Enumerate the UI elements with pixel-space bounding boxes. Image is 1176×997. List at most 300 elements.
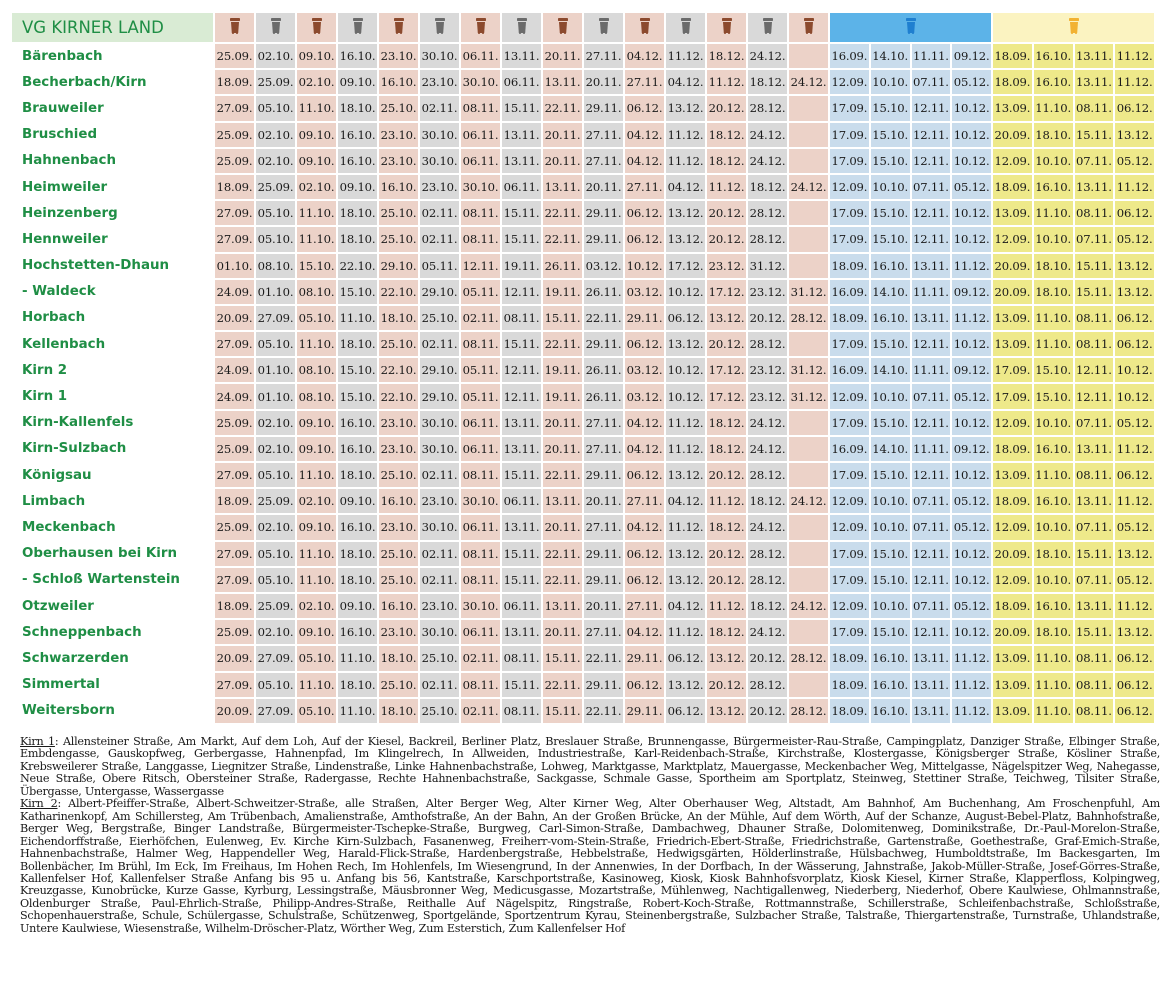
date-cell: 15.10. xyxy=(870,462,911,488)
date-cell: 15.10. xyxy=(337,357,378,383)
date-cell: 12.11. xyxy=(501,279,542,305)
date-cell: 17.09. xyxy=(992,357,1033,383)
date-cell: 08.11. xyxy=(460,226,501,252)
header-bin-cell xyxy=(337,12,378,43)
date-cell: 15.10. xyxy=(870,410,911,436)
date-cell: 22.11. xyxy=(542,226,583,252)
date-cell: 16.10. xyxy=(337,148,378,174)
date-cell: 18.12. xyxy=(706,410,747,436)
date-cell: 08.11. xyxy=(460,95,501,121)
date-cell: 20.09. xyxy=(992,541,1033,567)
date-cell: 04.12. xyxy=(665,174,706,200)
date-cell xyxy=(788,122,829,148)
date-cell: 06.12. xyxy=(665,698,706,724)
date-cell: 19.11. xyxy=(542,383,583,409)
date-cell: 18.09. xyxy=(829,645,870,671)
date-cell: 31.12. xyxy=(747,253,788,279)
date-cell: 18.10. xyxy=(337,541,378,567)
date-cell: 13.11. xyxy=(1074,43,1115,69)
date-cell: 10.12. xyxy=(951,95,992,121)
date-cell: 11.10. xyxy=(296,567,337,593)
date-cell: 05.11. xyxy=(460,357,501,383)
header-bin-cell xyxy=(296,12,337,43)
date-cell: 20.12. xyxy=(706,567,747,593)
date-cell: 04.12. xyxy=(624,43,665,69)
date-cell: 07.11. xyxy=(1074,148,1115,174)
date-cell: 27.11. xyxy=(624,488,665,514)
date-cell: 11.12. xyxy=(951,672,992,698)
date-cell: 30.10. xyxy=(419,410,460,436)
date-cell: 06.11. xyxy=(460,43,501,69)
table-row xyxy=(11,122,1155,148)
date-cell: 10.10. xyxy=(1033,410,1074,436)
table-row xyxy=(11,200,1155,226)
date-cell: 14.10. xyxy=(870,43,911,69)
date-cell: 17.09. xyxy=(829,331,870,357)
date-cell: 20.11. xyxy=(542,514,583,540)
date-cell: 05.12. xyxy=(1114,148,1155,174)
date-cell: 13.11. xyxy=(501,410,542,436)
date-cell: 11.12. xyxy=(665,148,706,174)
date-cell: 02.10. xyxy=(255,436,296,462)
date-cell: 13.09. xyxy=(992,698,1033,724)
date-cell: 16.10. xyxy=(870,305,911,331)
date-cell: 07.11. xyxy=(1074,410,1115,436)
header-bin-cell xyxy=(542,12,583,43)
date-cell: 17.09. xyxy=(829,122,870,148)
date-cell: 08.11. xyxy=(1074,672,1115,698)
date-cell: 18.09. xyxy=(992,593,1033,619)
date-cell: 26.11. xyxy=(583,383,624,409)
date-cell: 29.11. xyxy=(583,95,624,121)
date-cell: 09.10. xyxy=(296,410,337,436)
header-yellow-cell xyxy=(992,12,1155,43)
date-cell: 14.10. xyxy=(870,279,911,305)
date-cell: 23.10. xyxy=(378,514,419,540)
date-cell: 12.09. xyxy=(829,383,870,409)
location-name: Weitersborn xyxy=(11,698,214,724)
date-cell: 08.11. xyxy=(1074,331,1115,357)
date-cell: 06.12. xyxy=(624,462,665,488)
date-cell: 06.12. xyxy=(1114,95,1155,121)
date-cell: 06.12. xyxy=(1114,331,1155,357)
date-cell: 17.12. xyxy=(665,253,706,279)
location-name: Simmertal xyxy=(11,672,214,698)
date-cell: 12.11. xyxy=(911,462,952,488)
date-cell: 18.10. xyxy=(337,226,378,252)
header-bin-cell xyxy=(419,12,460,43)
date-cell: 05.11. xyxy=(419,253,460,279)
location-name: Hochstetten-Dhaun xyxy=(11,253,214,279)
date-cell: 11.10. xyxy=(337,305,378,331)
date-cell: 05.10. xyxy=(255,672,296,698)
date-cell: 06.11. xyxy=(460,122,501,148)
date-cell: 07.11. xyxy=(1074,226,1115,252)
date-cell: 16.10. xyxy=(870,672,911,698)
date-cell: 16.10. xyxy=(337,122,378,148)
date-cell: 28.12. xyxy=(788,645,829,671)
table-row xyxy=(11,488,1155,514)
date-cell: 22.10. xyxy=(337,253,378,279)
date-cell: 12.09. xyxy=(992,514,1033,540)
date-cell: 28.12. xyxy=(747,226,788,252)
date-cell: 05.10. xyxy=(255,95,296,121)
date-cell: 20.09. xyxy=(992,253,1033,279)
date-cell: 11.10. xyxy=(1033,698,1074,724)
grey-bin-icon xyxy=(517,18,527,37)
date-cell: 05.12. xyxy=(951,514,992,540)
date-cell: 25.10. xyxy=(378,226,419,252)
date-cell: 13.11. xyxy=(542,488,583,514)
date-cell: 08.11. xyxy=(460,541,501,567)
date-cell: 08.11. xyxy=(1074,305,1115,331)
date-cell: 25.09. xyxy=(214,43,255,69)
date-cell: 24.09. xyxy=(214,357,255,383)
date-cell: 16.10. xyxy=(1033,174,1074,200)
location-name: Brauweiler xyxy=(11,95,214,121)
date-cell: 10.10. xyxy=(1033,148,1074,174)
kirn2-note-label: Kirn 2 xyxy=(20,797,58,811)
date-cell: 23.12. xyxy=(747,383,788,409)
date-cell: 16.10. xyxy=(870,645,911,671)
date-cell: 18.09. xyxy=(214,593,255,619)
date-cell: 09.10. xyxy=(296,436,337,462)
date-cell: 24.12. xyxy=(747,148,788,174)
date-cell: 22.11. xyxy=(542,567,583,593)
date-cell: 18.10. xyxy=(337,95,378,121)
date-cell: 20.12. xyxy=(706,541,747,567)
date-cell: 15.11. xyxy=(1074,619,1115,645)
date-cell: 02.11. xyxy=(419,541,460,567)
date-cell: 11.12. xyxy=(1114,593,1155,619)
date-cell: 16.09. xyxy=(829,436,870,462)
date-cell: 17.09. xyxy=(829,410,870,436)
date-cell: 02.10. xyxy=(296,174,337,200)
table-row xyxy=(11,567,1155,593)
location-name: Bruschied xyxy=(11,122,214,148)
date-cell: 13.11. xyxy=(542,593,583,619)
date-cell: 27.09. xyxy=(214,567,255,593)
header-bin-cell xyxy=(501,12,542,43)
date-cell: 11.10. xyxy=(1033,95,1074,121)
date-cell: 02.11. xyxy=(460,698,501,724)
date-cell: 30.10. xyxy=(460,488,501,514)
date-cell: 19.11. xyxy=(542,357,583,383)
date-cell: 29.10. xyxy=(419,383,460,409)
date-cell: 04.12. xyxy=(624,436,665,462)
date-cell: 13.12. xyxy=(706,698,747,724)
date-cell: 13.11. xyxy=(501,122,542,148)
date-cell: 25.10. xyxy=(378,567,419,593)
date-cell: 13.12. xyxy=(1114,122,1155,148)
date-cell: 17.09. xyxy=(829,200,870,226)
date-cell: 11.12. xyxy=(1114,488,1155,514)
date-cell: 16.10. xyxy=(337,43,378,69)
table-row xyxy=(11,698,1155,724)
date-cell: 17.09. xyxy=(829,567,870,593)
location-name: Schwarzerden xyxy=(11,645,214,671)
date-cell: 06.12. xyxy=(624,331,665,357)
location-name: Schneppenbach xyxy=(11,619,214,645)
date-cell: 12.11. xyxy=(911,410,952,436)
date-cell: 18.10. xyxy=(337,462,378,488)
brown-bin-icon xyxy=(312,18,322,37)
date-cell: 13.09. xyxy=(992,331,1033,357)
date-cell: 02.11. xyxy=(419,200,460,226)
date-cell: 18.09. xyxy=(829,253,870,279)
date-cell: 18.10. xyxy=(337,672,378,698)
date-cell: 13.11. xyxy=(1074,488,1115,514)
date-cell: 13.12. xyxy=(706,305,747,331)
date-cell: 16.10. xyxy=(378,488,419,514)
date-cell: 27.09. xyxy=(214,462,255,488)
date-cell: 27.11. xyxy=(583,43,624,69)
location-name: Kirn 1 xyxy=(11,383,214,409)
date-cell: 13.09. xyxy=(992,645,1033,671)
date-cell: 09.10. xyxy=(337,174,378,200)
date-cell: 27.11. xyxy=(583,619,624,645)
date-cell: 02.11. xyxy=(419,226,460,252)
date-cell: 13.11. xyxy=(501,43,542,69)
grey-bin-icon xyxy=(353,18,363,37)
date-cell xyxy=(788,226,829,252)
date-cell: 08.11. xyxy=(1074,95,1115,121)
header-bin-cell xyxy=(378,12,419,43)
date-cell: 24.09. xyxy=(214,383,255,409)
date-cell: 14.10. xyxy=(870,357,911,383)
date-cell: 24.12. xyxy=(747,43,788,69)
date-cell: 27.09. xyxy=(255,698,296,724)
date-cell: 18.10. xyxy=(1033,122,1074,148)
date-cell: 23.10. xyxy=(378,619,419,645)
date-cell: 15.10. xyxy=(870,226,911,252)
header-bin-cell xyxy=(255,12,296,43)
date-cell: 26.11. xyxy=(583,357,624,383)
date-cell: 13.09. xyxy=(992,672,1033,698)
date-cell: 13.12. xyxy=(706,645,747,671)
date-cell: 06.12. xyxy=(1114,672,1155,698)
date-cell: 11.12. xyxy=(1114,69,1155,95)
date-cell: 08.11. xyxy=(1074,698,1115,724)
date-cell: 15.11. xyxy=(501,567,542,593)
date-cell: 06.11. xyxy=(501,593,542,619)
date-cell: 16.10. xyxy=(870,698,911,724)
date-cell: 27.09. xyxy=(214,541,255,567)
date-cell: 11.11. xyxy=(911,357,952,383)
date-cell: 05.12. xyxy=(951,488,992,514)
location-name: - Schloß Wartenstein xyxy=(11,567,214,593)
header-bin-cell xyxy=(747,12,788,43)
date-cell: 06.12. xyxy=(624,200,665,226)
date-cell: 24.09. xyxy=(214,279,255,305)
date-cell: 22.11. xyxy=(542,331,583,357)
date-cell: 02.11. xyxy=(419,95,460,121)
date-cell: 29.11. xyxy=(583,331,624,357)
collection-schedule-table xyxy=(11,12,1155,724)
date-cell: 20.12. xyxy=(706,200,747,226)
date-cell: 28.12. xyxy=(747,95,788,121)
date-cell: 18.10. xyxy=(337,567,378,593)
date-cell: 10.12. xyxy=(951,200,992,226)
date-cell: 11.10. xyxy=(1033,305,1074,331)
date-cell: 06.12. xyxy=(1114,200,1155,226)
date-cell: 18.10. xyxy=(1033,253,1074,279)
date-cell: 08.10. xyxy=(296,383,337,409)
date-cell: 16.09. xyxy=(829,279,870,305)
header-row xyxy=(11,12,1155,43)
date-cell: 01.10. xyxy=(255,357,296,383)
location-name: Limbach xyxy=(11,488,214,514)
date-cell: 07.11. xyxy=(911,69,952,95)
date-cell: 06.12. xyxy=(624,95,665,121)
date-cell: 11.10. xyxy=(296,672,337,698)
date-cell: 18.09. xyxy=(214,174,255,200)
date-cell: 27.09. xyxy=(255,645,296,671)
date-cell: 02.11. xyxy=(419,331,460,357)
date-cell: 11.12. xyxy=(665,514,706,540)
date-cell: 07.11. xyxy=(911,514,952,540)
date-cell: 11.12. xyxy=(951,698,992,724)
date-cell: 10.10. xyxy=(870,593,911,619)
date-cell: 19.11. xyxy=(542,279,583,305)
date-cell: 25.09. xyxy=(214,410,255,436)
date-cell: 18.09. xyxy=(992,69,1033,95)
date-cell: 15.10. xyxy=(870,148,911,174)
date-cell: 09.10. xyxy=(296,43,337,69)
table-row xyxy=(11,95,1155,121)
date-cell: 17.09. xyxy=(829,541,870,567)
page-title: VG KIRNER LAND xyxy=(11,12,214,43)
date-cell: 23.12. xyxy=(706,253,747,279)
date-cell: 25.10. xyxy=(378,672,419,698)
date-cell: 28.12. xyxy=(747,331,788,357)
date-cell: 12.09. xyxy=(992,410,1033,436)
table-row xyxy=(11,279,1155,305)
header-paper-cell xyxy=(829,12,992,43)
table-row xyxy=(11,410,1155,436)
date-cell: 20.11. xyxy=(542,410,583,436)
date-cell: 13.12. xyxy=(665,95,706,121)
date-cell: 18.12. xyxy=(747,488,788,514)
date-cell: 20.11. xyxy=(583,69,624,95)
date-cell: 09.10. xyxy=(337,69,378,95)
date-cell: 08.11. xyxy=(501,305,542,331)
date-cell: 24.12. xyxy=(788,69,829,95)
date-cell: 18.10. xyxy=(1033,541,1074,567)
date-cell: 06.11. xyxy=(460,436,501,462)
date-cell: 23.10. xyxy=(378,43,419,69)
date-cell: 29.11. xyxy=(583,672,624,698)
date-cell: 10.12. xyxy=(951,462,992,488)
date-cell: 01.10. xyxy=(255,383,296,409)
date-cell: 06.12. xyxy=(624,226,665,252)
grey-bin-icon xyxy=(599,18,609,37)
date-cell: 09.10. xyxy=(296,619,337,645)
date-cell: 28.12. xyxy=(747,200,788,226)
date-cell: 29.11. xyxy=(624,645,665,671)
date-cell: 23.12. xyxy=(747,279,788,305)
date-cell: 13.11. xyxy=(911,253,952,279)
date-cell xyxy=(788,95,829,121)
date-cell: 23.10. xyxy=(419,174,460,200)
date-cell: 13.12. xyxy=(1114,619,1155,645)
date-cell: 06.12. xyxy=(665,305,706,331)
date-cell: 18.12. xyxy=(706,148,747,174)
date-cell: 07.11. xyxy=(911,383,952,409)
date-cell: 06.12. xyxy=(1114,645,1155,671)
date-cell: 15.11. xyxy=(501,200,542,226)
date-cell: 12.11. xyxy=(911,95,952,121)
date-cell: 30.10. xyxy=(419,122,460,148)
date-cell xyxy=(788,541,829,567)
date-cell: 29.10. xyxy=(378,253,419,279)
date-cell: 24.12. xyxy=(747,122,788,148)
date-cell: 15.10. xyxy=(337,279,378,305)
date-cell: 05.11. xyxy=(460,383,501,409)
date-cell: 29.11. xyxy=(624,305,665,331)
date-cell: 12.11. xyxy=(911,541,952,567)
date-cell: 31.12. xyxy=(788,383,829,409)
date-cell: 30.10. xyxy=(460,174,501,200)
grey-bin-icon xyxy=(435,18,445,37)
date-cell xyxy=(788,43,829,69)
date-cell: 29.11. xyxy=(583,200,624,226)
date-cell: 11.12. xyxy=(1114,43,1155,69)
date-cell: 04.12. xyxy=(624,148,665,174)
date-cell: 13.09. xyxy=(992,200,1033,226)
date-cell: 24.12. xyxy=(788,174,829,200)
date-cell: 11.12. xyxy=(1114,174,1155,200)
date-cell: 13.11. xyxy=(911,698,952,724)
kirn1-note-text: : Allensteiner Straße, Am Markt, Auf dem Loh, Auf der Kiesel, Backreil, Berliner Platz, Breslauer Straße, Brunnengasse, Bürgermeister-Rau-Straße, Campingplatz, Danziger Straße, Elbinger Straße, Embdengasse, Gauskopfweg, Gerbergasse, Hahnenpfad, Im Klingelrech, In Allweiden, Industriestraße, Karl-Reidenbach-Straße, Kirchstraße, Klostergasse, Königsberger Straße, Kösliner Straße, Krebsweilerer Straße, Langgasse, Liegnitzer Straße, Lindenstraße, Linke Hahnenbachstraße, Lohweg, Marktgasse, Marktplatz, Mauergasse, Meckenbacher Weg, Mittelgasse, Nägelspitzer Weg, Nahegasse, Neue Straße, Obere Ritsch, Obersteiner Straße, Radergasse, Rechte Hahnenbachstraße, Sackgasse, Schmale Gasse, Sportheim am Sportplatz, Steinweg, Stettiner Straße, Teichweg, Tilsiter Straße, Übergasse, Untergasse, Wassergasse xyxy=(20,735,1160,798)
grey-bin-icon xyxy=(681,18,691,37)
date-cell: 16.10. xyxy=(337,619,378,645)
yellow-bin-icon xyxy=(1069,18,1079,37)
date-cell: 05.12. xyxy=(1114,410,1155,436)
location-name: - Waldeck xyxy=(11,279,214,305)
date-cell: 08.11. xyxy=(460,462,501,488)
date-cell: 13.12. xyxy=(665,462,706,488)
table-row xyxy=(11,383,1155,409)
location-name: Heimweiler xyxy=(11,174,214,200)
header-bin-cell xyxy=(624,12,665,43)
date-cell: 18.09. xyxy=(829,672,870,698)
date-cell: 10.12. xyxy=(1114,383,1155,409)
date-cell: 06.12. xyxy=(624,541,665,567)
date-cell: 08.10. xyxy=(255,253,296,279)
table-row xyxy=(11,672,1155,698)
table-row xyxy=(11,645,1155,671)
date-cell: 02.10. xyxy=(255,148,296,174)
date-cell: 13.12. xyxy=(665,567,706,593)
date-cell: 27.09. xyxy=(255,305,296,331)
date-cell: 31.12. xyxy=(788,279,829,305)
date-cell: 28.12. xyxy=(788,698,829,724)
date-cell: 29.11. xyxy=(583,567,624,593)
table-row xyxy=(11,462,1155,488)
date-cell: 03.12. xyxy=(583,253,624,279)
location-name: Königsau xyxy=(11,462,214,488)
date-cell: 24.12. xyxy=(788,488,829,514)
date-cell: 09.10. xyxy=(337,488,378,514)
date-cell: 22.11. xyxy=(583,645,624,671)
date-cell xyxy=(788,436,829,462)
table-row xyxy=(11,226,1155,252)
date-cell: 17.12. xyxy=(706,357,747,383)
date-cell: 11.12. xyxy=(951,645,992,671)
date-cell: 12.09. xyxy=(829,174,870,200)
date-cell: 13.11. xyxy=(911,645,952,671)
